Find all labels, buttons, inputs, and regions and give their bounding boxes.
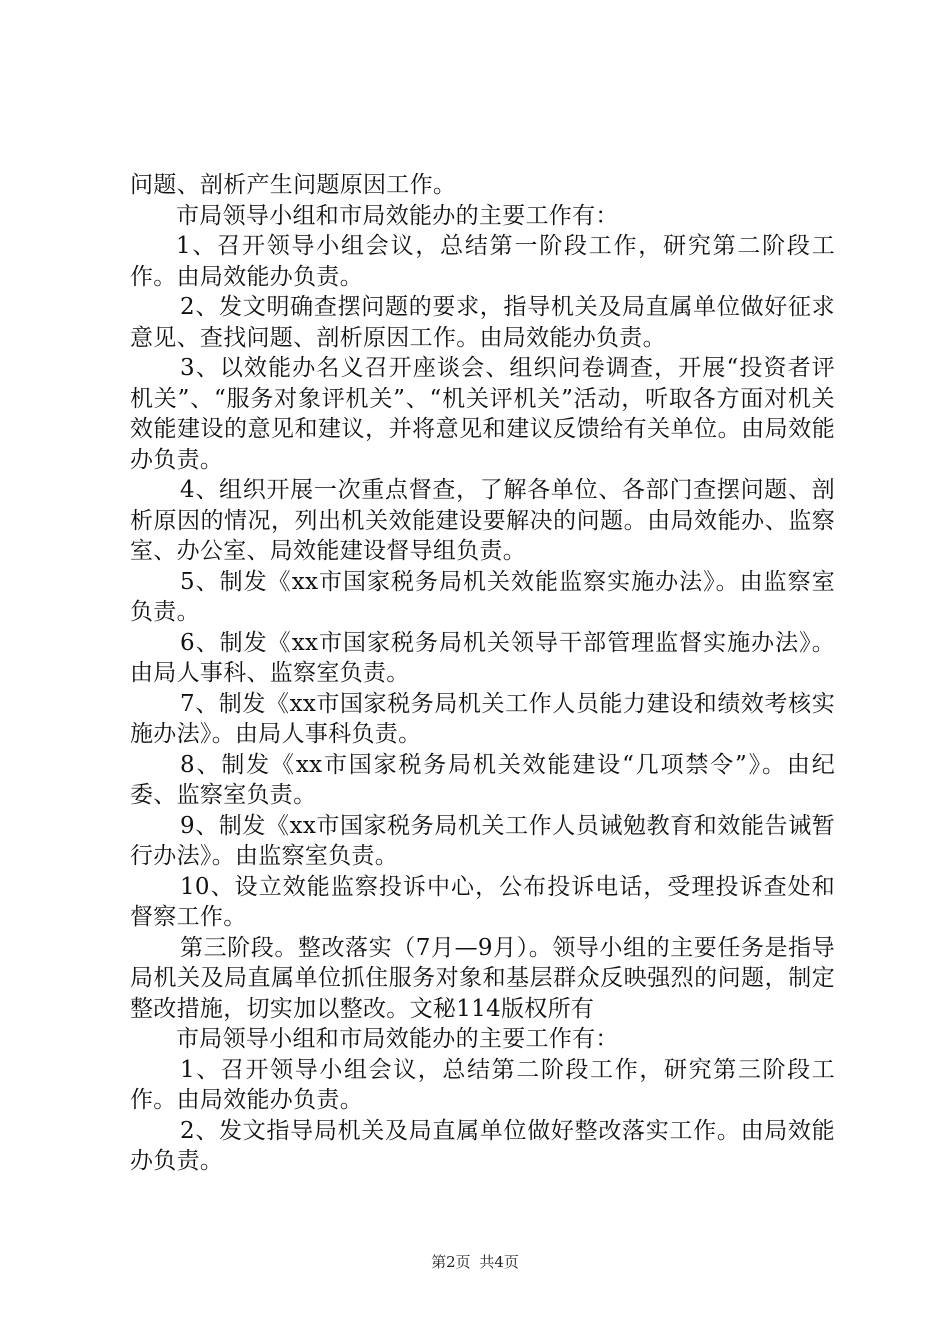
- paragraph-stage-three-item-2: 2、发文指导局机关及局直属单位做好整改落实工作。由局效能办负责。: [130, 1117, 835, 1174]
- paragraph-item-6: 6、制发《xx市国家税务局机关领导干部管理监督实施办法》。由局人事科、监察室负责。: [130, 629, 835, 686]
- page-total: 共4页: [479, 1253, 519, 1271]
- paragraph-item-2: 2、发文明确查摆问题的要求，指导机关及局直属单位做好征求意见、查找问题、剖析原因工作。由局效能办负责。: [130, 294, 835, 351]
- paragraph-stage-three-tasks-heading: 市局领导小组和市局效能办的主要工作有：: [176, 1026, 619, 1052]
- paragraph-item-1: 1、召开领导小组会议，总结第一阶段工作，研究第二阶段工作。由局效能办负责。: [130, 233, 835, 290]
- page-number: 第2页: [431, 1253, 471, 1271]
- page-footer: [0, 1252, 950, 1272]
- paragraph-item-3: 3、以效能办名义召开座谈会、组织问卷调查，开展“投资者评机关”、“服务对象评机关”、“机关评机关”活动，听取各方面对机关效能建设的意见和建议，并将意见和建议反馈给有关单位。由局效能办负责。: [130, 355, 835, 473]
- paragraph-continuation: 问题、剖析产生问题原因工作。: [130, 172, 457, 198]
- paragraph-item-9: 9、制发《xx市国家税务局机关工作人员诫勉教育和效能告诫暂行办法》。由监察室负责。: [130, 812, 835, 869]
- document-body: [130, 170, 835, 1177]
- paragraph-stage-three-item-1: 1、召开领导小组会议，总结第二阶段工作，研究第三阶段工作。由局效能办负责。: [130, 1056, 835, 1113]
- paragraph-stage-three: 第三阶段。整改落实（7月—9月）。领导小组的主要任务是指导局机关及局直属单位抓住服务对象和基层群众反映强烈的问题，制定整改措施，切实加以整改。文秘114版权所有: [130, 934, 835, 1022]
- paragraph-stage-tasks-heading: 市局领导小组和市局效能办的主要工作有：: [176, 202, 619, 229]
- paragraph-item-7: 7、制发《xx市国家税务局机关工作人员能力建设和绩效考核实施办法》。由局人事科负责。: [130, 690, 835, 747]
- paragraph-item-8: 8、制发《xx市国家税务局机关效能建设“几项禁令”》。由纪委、监察室负责。: [130, 751, 835, 808]
- paragraph-item-5: 5、制发《xx市国家税务局机关效能监察实施办法》。由监察室负责。: [130, 568, 835, 625]
- paragraph-item-4: 4、组织开展一次重点督查，了解各单位、各部门查摆问题、剖析原因的情况，列出机关效能建设要解决的问题。由局效能办、监察室、办公室、局效能建设督导组负责。: [130, 477, 835, 564]
- paragraph-item-10: 10、设立效能监察投诉中心，公布投诉电话，受理投诉查处和督察工作。: [130, 873, 835, 930]
